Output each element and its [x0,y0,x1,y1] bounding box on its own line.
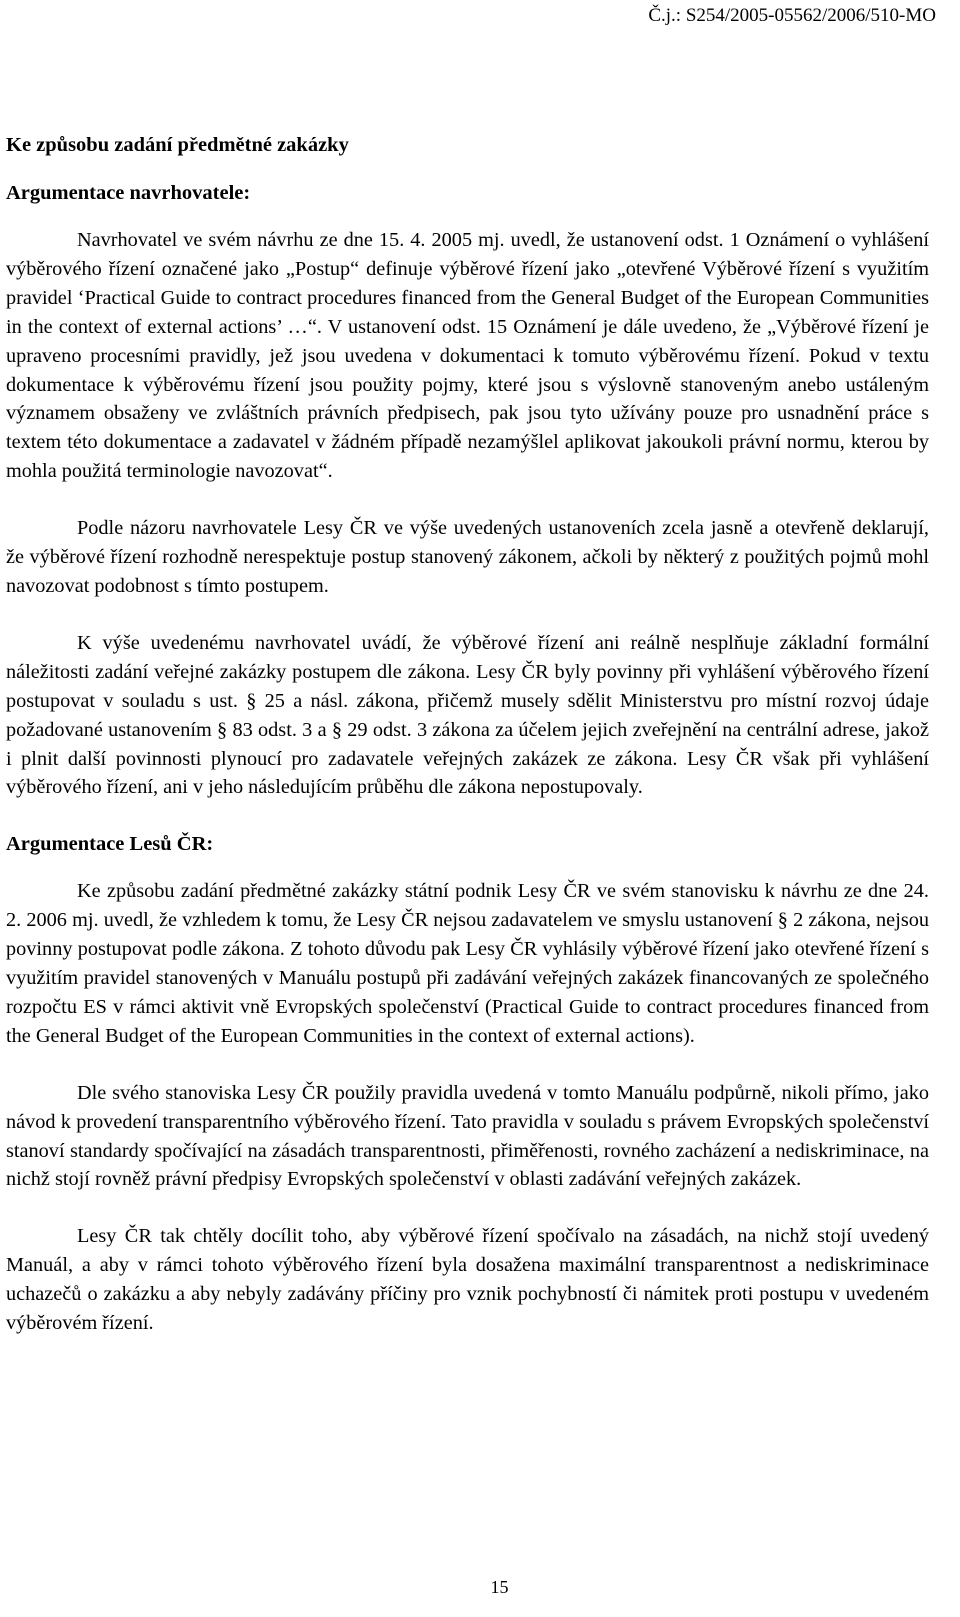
paragraph-lesy-2: Dle svého stanoviska Lesy ČR použily pravidla uvedená v tomto Manuálu podpůrně, nikoli přímo, jako návod k provedení transparentního výběrového řízení. Tato pravidla v souladu s právem Evropských společenství stanoví standardy spočívající na zásadách transparentnosti, přiměřenosti, rovného zacházení a nediskriminace, na nichž stojí rovněž právní předpisy Evropských společenství v oblasti zadávání veřejných zakázek. [6,1081,929,1191]
section-heading-main: Ke způsobu zadání předmětné zakázky [6,134,349,156]
paragraph-lesy-1: Ke způsobu zadání předmětné zakázky státní podnik Lesy ČR ve svém stanovisku k návrhu ze dne 24. 2. 2006 mj. uvedl, že vzhledem k tomu, že Lesy ČR nejsou zadavatelem ve smyslu ustanovení § 2 zákona, nejsou povinny postupovat podle zákona. Z tohoto důvodu pak Lesy ČR vyhlásily výběrové řízení jako otevřené řízení s využitím pravidel stanovených v Manuálu postupů při zadávání veřejných zakázek financovaných ze společného rozpočtu ES v rámci aktivit vně Evropských společenství (Practical Guide to contract procedures financed from the General Budget of the European Communities in the context of external actions). [6,880,929,1047]
paragraph-lesy-3: Lesy ČR tak chtěly docílit toho, aby výběrové řízení spočívalo na zásadách, na nichž stojí uvedený Manuál, a aby v rámci tohoto výběrového řízení byla dosažena maximální transparentnost a nediskriminace uchazečů o zakázku a aby nebyly zadávány příčiny pro vznik pochybností či námitek proti postupu v uvedeném výběrovém řízení. [6,1225,929,1335]
paragraph-petitioner-1: Navrhovatel ve svém návrhu ze dne 15. 4. 2005 mj. uvedl, že ustanovení odst. 1 Oznámení o vyhlášení výběrového řízení označené jako „Postup“ definuje výběrové řízení jako „otevřené Výběrové řízení s využitím pravidel ‘Practical Guide to contract procedures financed from the General Budget of the European Communities in the context of external actions’ …“. V ustanovení odst. 15 Oznámení je dále uvedeno, že „Výběrové řízení je upraveno procesními pravidly, jež jsou uvedena v dokumentaci k tomuto výběrovému řízení. Pokud v textu dokumentace k výběrovému řízení jsou použity pojmy, které jsou s výslovně stanoveným anebo ustáleným významem obsaženy ve zvláštních právních předpisech, pak jsou tyto užívány pouze pro usnadnění práce s textem této dokumentace a zadavatel v žádném případě nezamýšlel aplikovat jakoukoli právní normu, kterou by mohla použitá terminologie navozovat“. [6,229,929,483]
paragraph-petitioner-3: K výše uvedenému navrhovatel uvádí, že výběrové řízení ani reálně nesplňuje základní formální náležitosti zadání veřejné zakázky postupem dle zákona. Lesy ČR byly povinny při vyhlášení výběrového řízení postupovat v souladu s ust. § 25 a násl. zákona, přičemž musely sdělit Ministerstvu pro místní rozvoj údaje požadované ustanovením § 83 odst. 3 a § 29 odst. 3 zákona za účelem jejich zveřejnění na centrální adrese, jakož i plnit další povinnosti plynoucí pro zadavatele veřejných zakázek ze zákona. Lesy ČR však při vyhlášení výběrového řízení, ani v jeho následujícím průběhu dle zákona nepostupovaly. [6,631,929,799]
section-heading-lesy: Argumentace Lesů ČR: [6,833,214,856]
section-heading-petitioner: Argumentace navrhovatele: [6,182,251,204]
page-number: 15 [490,1577,509,1597]
document-body [6,131,929,1366]
document-reference-number: Č.j.: S254/2005-05562/2006/510-MO [648,5,936,26]
paragraph-petitioner-2: Podle názoru navrhovatele Lesy ČR ve výše uvedených ustanoveních zcela jasně a otevřeně deklarují, že výběrové řízení rozhodně nerespektuje postup stanovený zákonem, ačkoli by některý z použitých pojmů mohl navozovat podobnost s tímto postupem. [6,517,929,597]
